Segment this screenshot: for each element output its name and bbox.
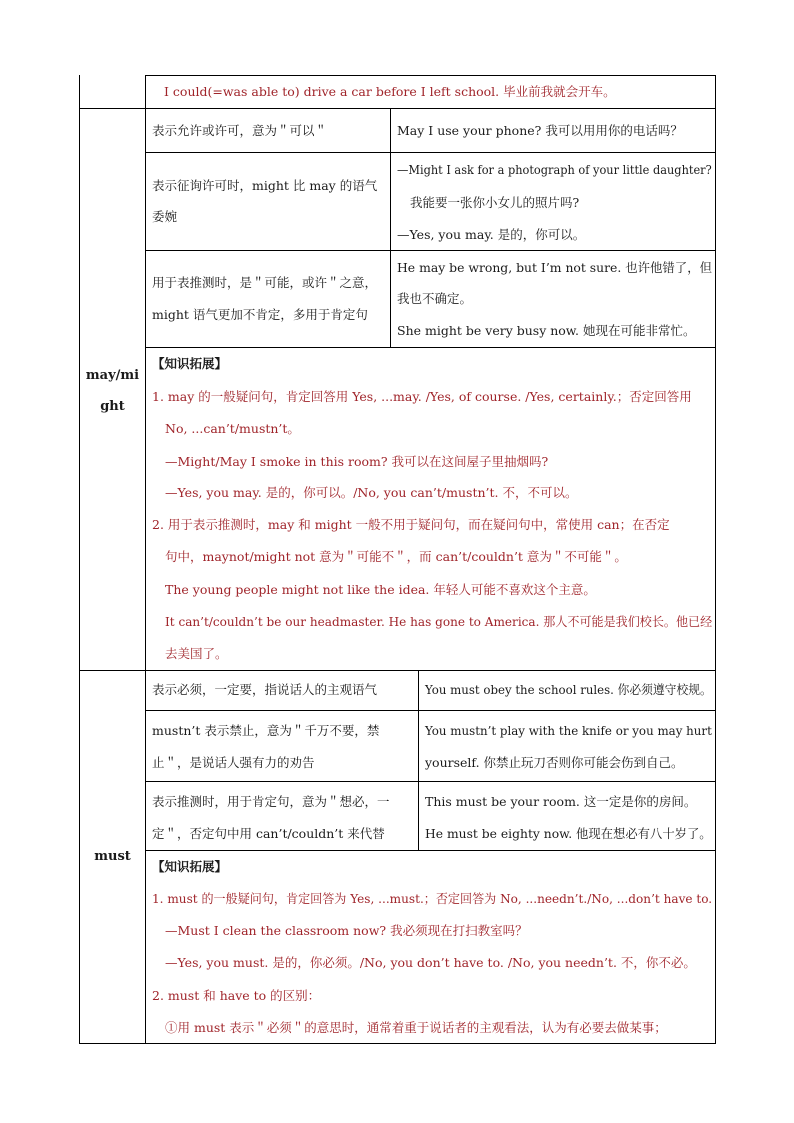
may-ext-line: The young people might not like the idea. 年轻人可能不喜欢这个主意。 <box>165 582 596 597</box>
prev-row-example: I could(=was able to) drive a car before I left school. 毕业前我就会开车。 <box>164 84 616 99</box>
must-row2-example-line1: You mustn’t play with the knife or you may hurt <box>425 723 712 738</box>
may-row1-example: May I use your phone? 我可以用用你的电话吗？ <box>397 123 683 138</box>
must-ext-line: —Yes, you must. 是的，你必须。/No, you don’t have to. /No, you needn’t. 不，你不必。 <box>165 955 696 970</box>
must-ext-line: 1. must 的一般疑问句，肯定回答为 Yes, ...must.；否定回答为 No, ...needn’t./No, ...don’t have to. <box>152 891 713 906</box>
must-row2-example-line2: yourself. 你禁止玩刀否则你可能会伤到自己。 <box>425 755 684 770</box>
may-row3-usage-line2: might 语气更加不肯定，多用于肯定句 <box>152 307 368 322</box>
may-row1-usage: 表示允许或许可，意为＂可以＂ <box>152 123 328 138</box>
must-row2-usage-line2: 止＂，是说话人强有力的劝告 <box>152 755 315 770</box>
may-row2-usage-line2: 委婉 <box>152 209 178 224</box>
may-row3-example-line1: He may be wrong, but I’m not sure. 也许他错了，但 <box>397 260 712 275</box>
must-ext-line: —Must I clean the classroom now? 我必须现在打扫教室吗？ <box>165 923 528 938</box>
must-row3-usage-line2: 定＂，否定句中用 can’t/couldn’t 来代替 <box>152 826 385 841</box>
may-ext-line: It can’t/couldn’t be our headmaster. He has gone to America. 那人不可能是我们校长。他已经 <box>165 614 713 629</box>
may-row3-example-line2: 我也不确定。 <box>397 291 473 306</box>
must-row3-example-line1: This must be your room. 这一定是你的房间。 <box>425 794 697 809</box>
may-extension-title: 【知识拓展】 <box>152 356 228 371</box>
may-row3-example-line3: She might be very busy now. 她现在可能非常忙。 <box>397 323 696 338</box>
may-might-label-line1: may/mi <box>85 368 140 383</box>
may-row2-example-line1: —Might I ask for a photograph of your little daughter? <box>397 162 712 177</box>
must-row1-usage: 表示必须，一定要，指说话人的主观语气 <box>152 682 378 697</box>
must-extension-title: 【知识拓展】 <box>152 859 228 874</box>
must-row2-usage-line1: mustn’t 表示禁止，意为＂千万不要，禁 <box>152 723 380 738</box>
must-label: must <box>94 849 131 864</box>
must-row3-example-line2: He must be eighty now. 他现在想必有八十岁了。 <box>425 826 712 841</box>
may-row2-example-line3: —Yes, you may. 是的，你可以。 <box>397 227 586 242</box>
may-ext-line: —Might/May I smoke in this room? 我可以在这间屋子里抽烟吗? <box>165 454 549 469</box>
may-ext-line: 去美国了。 <box>165 646 228 661</box>
may-ext-line: —Yes, you may. 是的，你可以。/No, you can’t/mustn’t. 不，不可以。 <box>165 485 578 500</box>
may-ext-line: 2. 用于表示推测时，may 和 might 一般不用于疑问句，而在疑问句中，常使用 can；在否定 <box>152 517 670 532</box>
must-row1-example: You must obey the school rules. 你必须遵守校规。 <box>425 682 712 697</box>
must-ext-line: 2. must 和 have to 的区别： <box>152 988 321 1003</box>
must-row3-usage-line1: 表示推测时，用于肯定句，意为＂想必，一 <box>152 794 390 809</box>
may-row3-usage-line1: 用于表推测时，是＂可能，或许＂之意， <box>152 275 378 290</box>
must-ext-line: ①用 must 表示＂必须＂的意思时，通常着重于说话者的主观看法，认为有必要去做某事； <box>165 1020 667 1035</box>
may-row2-example-line2: 我能要一张你小女儿的照片吗? <box>410 195 580 210</box>
may-ext-line: 句中，maynot/might not 意为＂可能不＂，而 can’t/couldn’t 意为＂不可能＂。 <box>165 549 627 564</box>
may-might-label-line2: ght <box>100 399 125 414</box>
may-row2-usage-line1: 表示征询许可时，might 比 may 的语气 <box>152 178 378 193</box>
may-ext-line: 1. may 的一般疑问句，肯定回答用 Yes, ...may. /Yes, of course. /Yes, certainly.；否定回答用 <box>152 389 692 404</box>
may-ext-line: No, ...can’t/mustn’t。 <box>165 421 300 436</box>
